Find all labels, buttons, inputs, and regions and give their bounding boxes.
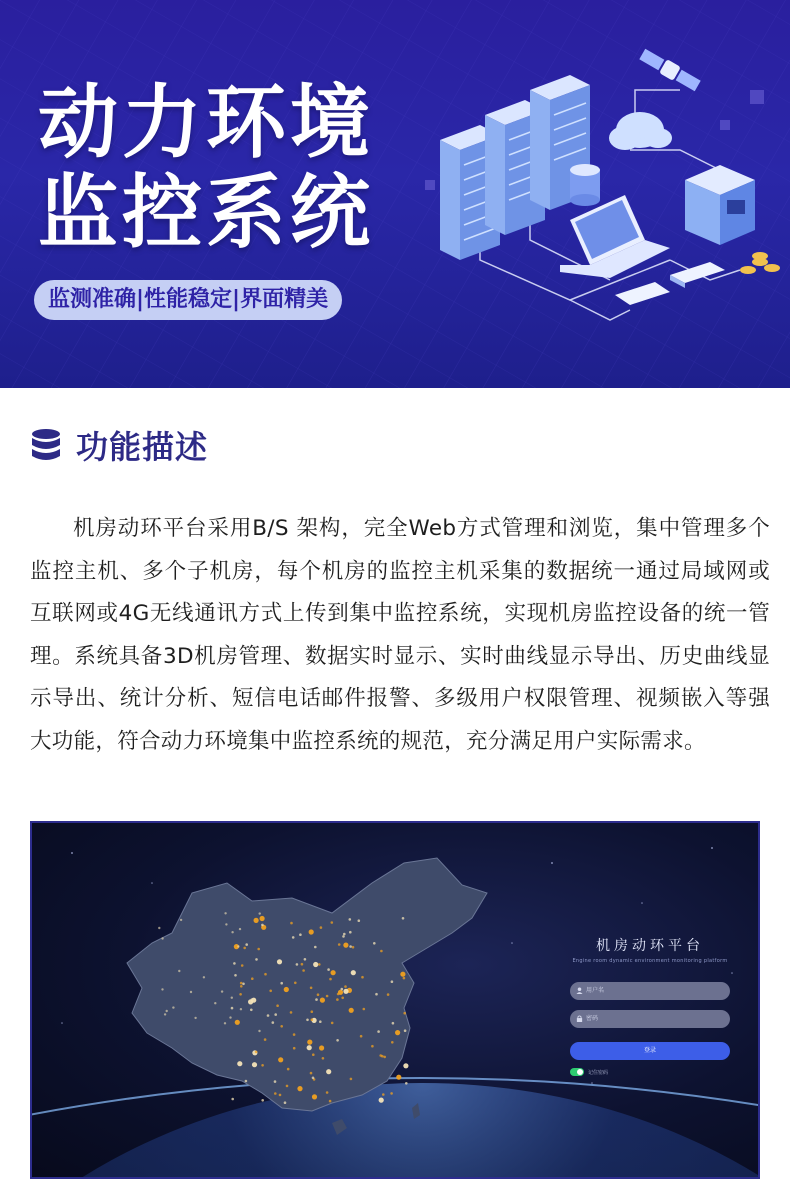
map-site-dot bbox=[264, 1038, 267, 1041]
map-site-dot bbox=[231, 1098, 234, 1101]
map-site-dot bbox=[350, 1078, 353, 1081]
password-placeholder: 密码 bbox=[586, 1015, 599, 1022]
map-site-dot bbox=[214, 1002, 216, 1004]
map-site-dot bbox=[194, 1017, 196, 1019]
map-site-dot bbox=[336, 1039, 339, 1042]
map-site-dot bbox=[239, 928, 241, 930]
map-site-dot bbox=[245, 1080, 248, 1083]
map-site-dot bbox=[239, 993, 242, 996]
map-site-dot bbox=[387, 993, 390, 996]
map-site-dot bbox=[293, 1047, 296, 1050]
map-site-dot bbox=[255, 958, 258, 961]
map-site-dot bbox=[237, 945, 239, 947]
map-site-dot bbox=[326, 995, 329, 998]
map-site-dot bbox=[403, 977, 406, 980]
map-site-dot bbox=[284, 987, 289, 992]
map-site-dot bbox=[331, 970, 336, 975]
map-site-dot bbox=[352, 946, 355, 949]
map-site-dot bbox=[341, 997, 344, 1000]
map-site-dot bbox=[307, 1045, 312, 1050]
map-site-dot bbox=[307, 1040, 312, 1045]
map-site-dot bbox=[290, 922, 293, 925]
map-site-dot bbox=[309, 929, 314, 934]
user-icon bbox=[576, 987, 583, 994]
map-site-dot bbox=[290, 1011, 293, 1014]
map-site-dot bbox=[329, 978, 332, 981]
map-site-dot bbox=[277, 959, 282, 964]
map-site-dot bbox=[304, 958, 307, 961]
map-site-dot bbox=[306, 1019, 309, 1022]
map-site-dot bbox=[395, 1030, 400, 1035]
cloud-icon bbox=[609, 112, 672, 150]
map-site-dot bbox=[278, 1057, 283, 1062]
map-site-dot bbox=[224, 912, 226, 914]
map-site-dot bbox=[269, 990, 272, 993]
map-site-dot bbox=[351, 970, 356, 975]
map-site-dot bbox=[274, 1080, 277, 1083]
map-site-dot bbox=[284, 1101, 287, 1104]
map-site-dot bbox=[382, 1093, 385, 1096]
map-site-dot bbox=[299, 933, 302, 936]
map-site-dot bbox=[178, 970, 180, 972]
map-site-dot bbox=[272, 1021, 275, 1024]
map-site-dot bbox=[326, 1069, 331, 1074]
map-site-dot bbox=[331, 921, 334, 924]
platform-login-screenshot bbox=[30, 821, 760, 1179]
map-site-dot bbox=[261, 1064, 264, 1067]
login-panel bbox=[570, 935, 730, 1076]
map-site-dot bbox=[231, 931, 233, 933]
map-site-dot bbox=[380, 950, 383, 953]
map-site-dot bbox=[267, 1014, 270, 1017]
database-icon bbox=[30, 428, 62, 462]
map-site-dot bbox=[161, 988, 163, 990]
map-site-dot bbox=[240, 1008, 242, 1010]
map-site-dot bbox=[235, 1020, 240, 1025]
laptop-icon bbox=[560, 195, 670, 278]
map-site-dot bbox=[391, 980, 394, 983]
map-site-dot bbox=[158, 927, 160, 929]
lock-icon bbox=[576, 1015, 583, 1022]
map-site-dot bbox=[373, 942, 376, 945]
map-site-dot bbox=[403, 1012, 406, 1015]
map-site-dot bbox=[190, 991, 192, 993]
map-site-dot bbox=[404, 1029, 407, 1032]
map-site-dot bbox=[252, 1062, 257, 1067]
map-site-dot bbox=[287, 1068, 290, 1071]
map-site-dot bbox=[172, 1006, 174, 1008]
map-site-dot bbox=[342, 935, 345, 938]
map-site-dot bbox=[338, 943, 341, 946]
map-site-dot bbox=[231, 1007, 234, 1010]
map-site-dot bbox=[349, 918, 352, 921]
map-site-dot bbox=[379, 1098, 384, 1103]
map-site-dot bbox=[251, 998, 253, 1000]
map-site-dot bbox=[254, 918, 259, 923]
map-site-dot bbox=[396, 1075, 401, 1080]
map-site-dot bbox=[403, 1063, 408, 1068]
map-site-dot bbox=[233, 962, 236, 965]
login-title: 机房动环平台 bbox=[596, 938, 704, 954]
map-site-dot bbox=[261, 924, 264, 927]
map-site-dot bbox=[234, 974, 237, 977]
hero-tagline: 监测准确|性能稳定|界面精美 bbox=[34, 280, 342, 320]
map-site-dot bbox=[286, 1085, 289, 1088]
map-site-dot bbox=[405, 1082, 408, 1085]
coins-icon bbox=[740, 252, 780, 274]
map-site-dot bbox=[383, 1056, 386, 1059]
map-site-dot bbox=[241, 964, 244, 967]
map-site-dot bbox=[297, 1086, 302, 1091]
password-input[interactable] bbox=[570, 1010, 730, 1028]
map-site-dot bbox=[349, 1008, 354, 1013]
map-site-dot bbox=[319, 1020, 322, 1023]
map-site-dot bbox=[327, 968, 330, 971]
map-site-dot bbox=[349, 945, 352, 948]
database-cylinder-icon bbox=[570, 164, 600, 206]
map-site-dot bbox=[279, 1094, 282, 1097]
map-site-dot bbox=[274, 1013, 277, 1016]
map-site-dot bbox=[221, 990, 223, 992]
map-site-dot bbox=[317, 993, 320, 996]
map-site-dot bbox=[164, 1013, 166, 1015]
hero-title-line2: 监控系统 bbox=[38, 166, 374, 259]
map-site-dot bbox=[237, 1061, 242, 1066]
map-site-dot bbox=[302, 969, 305, 972]
map-site-dot bbox=[258, 1030, 260, 1032]
username-input[interactable] bbox=[570, 982, 730, 1000]
remember-label: 记住密码 bbox=[588, 1069, 609, 1076]
section-title: 功能描述 bbox=[76, 428, 209, 466]
map-site-dot bbox=[371, 1045, 374, 1048]
map-site-dot bbox=[314, 946, 317, 949]
map-site-dot bbox=[261, 1099, 264, 1102]
map-site-dot bbox=[341, 988, 344, 991]
map-site-dot bbox=[224, 1022, 226, 1024]
map-site-dot bbox=[242, 983, 245, 986]
map-site-dot bbox=[377, 1030, 380, 1033]
map-site-dot bbox=[292, 936, 295, 939]
map-site-dot bbox=[318, 963, 321, 966]
map-site-dot bbox=[344, 985, 347, 988]
map-site-dot bbox=[274, 1092, 277, 1095]
map-site-dot bbox=[329, 1100, 332, 1103]
map-site-dot bbox=[331, 1022, 334, 1025]
map-site-dot bbox=[312, 1077, 315, 1080]
map-site-dot bbox=[358, 919, 361, 922]
description-text: 机房动环平台采用B/S 架构，完全Web方式管理和浏览，集中管理多个监控主机、多个子机房，每个机房的监控主机采集的数据统一通过局域网或互联网或4G无线通讯方式上传到集中监控系统，实现机房监控设备的统一管理。系统具备3D机房管理、数据实时显示、实时曲线显示导出、历史曲线显示导出、统计分析、短信电话邮件报警、多级用户权限管理、视频嵌入等强大功能，符合动力环境集中监控系统的规范，充分满足用户实际需求。 bbox=[30, 516, 770, 754]
map-site-dot bbox=[381, 1055, 384, 1058]
map-site-dot bbox=[259, 912, 261, 914]
map-site-dot bbox=[280, 1025, 283, 1028]
satellite-icon bbox=[639, 49, 700, 91]
router-icon bbox=[670, 262, 725, 288]
remember-password[interactable] bbox=[570, 1068, 730, 1076]
map-site-dot bbox=[310, 1072, 313, 1075]
map-site-dot bbox=[315, 998, 318, 1001]
login-button[interactable]: 登录 bbox=[570, 1042, 730, 1060]
map-site-dot bbox=[349, 931, 352, 934]
map-site-dot bbox=[319, 1045, 324, 1050]
hero-title-line1: 动力环境 bbox=[38, 76, 374, 169]
map-site-dot bbox=[276, 1004, 279, 1007]
map-site-dot bbox=[326, 1091, 329, 1094]
map-site-dot bbox=[166, 1010, 168, 1012]
remember-toggle[interactable] bbox=[570, 1068, 584, 1076]
map-site-dot bbox=[225, 923, 227, 925]
hero-banner bbox=[0, 0, 790, 388]
datacenter-illustration bbox=[420, 30, 790, 360]
map-site-dot bbox=[338, 990, 343, 995]
map-site-dot bbox=[310, 987, 313, 990]
map-site-dot bbox=[313, 962, 318, 967]
map-site-dot bbox=[231, 997, 233, 999]
map-site-dot bbox=[180, 919, 182, 921]
map-site-dot bbox=[375, 993, 378, 996]
map-site-dot bbox=[336, 998, 339, 1001]
map-site-dot bbox=[264, 973, 267, 976]
map-site-dot bbox=[343, 989, 348, 994]
map-site-dot bbox=[400, 972, 405, 977]
section-heading bbox=[30, 420, 208, 470]
tablet-icon bbox=[615, 282, 670, 305]
map-site-dot bbox=[161, 937, 163, 939]
map-site-dot bbox=[322, 1057, 325, 1060]
login-subtitle: Engine room dynamic environment monitoring platform bbox=[572, 958, 728, 964]
map-site-dot bbox=[320, 926, 323, 929]
china-map-shape bbox=[127, 858, 487, 1111]
map-site-dot bbox=[301, 963, 304, 966]
map-site-dot bbox=[312, 1094, 317, 1099]
map-site-dot bbox=[240, 982, 243, 985]
map-site-dot bbox=[293, 1033, 296, 1036]
map-site-dot bbox=[361, 976, 364, 979]
map-site-dot bbox=[243, 947, 246, 950]
map-site-dot bbox=[320, 998, 325, 1003]
map-site-dot bbox=[250, 1009, 253, 1012]
map-site-dot bbox=[402, 917, 405, 920]
map-site-dot bbox=[391, 1041, 394, 1044]
map-site-dot bbox=[280, 982, 283, 985]
map-site-dot bbox=[294, 982, 297, 985]
map-site-dot bbox=[229, 1016, 231, 1018]
monitoring-device-icon bbox=[685, 165, 755, 245]
map-site-dot bbox=[360, 1035, 363, 1038]
map-site-dot bbox=[257, 948, 260, 951]
map-site-dot bbox=[311, 1018, 314, 1021]
map-site-dot bbox=[363, 1008, 366, 1011]
map-site-dot bbox=[343, 933, 346, 936]
map-site-dot bbox=[343, 943, 348, 948]
map-site-dot bbox=[392, 1022, 395, 1025]
map-site-dot bbox=[251, 977, 254, 980]
map-site-dot bbox=[312, 1053, 315, 1056]
map-site-dot bbox=[311, 1010, 314, 1013]
map-site-dot bbox=[245, 943, 248, 946]
map-site-dot bbox=[255, 1051, 258, 1054]
username-placeholder: 用户名 bbox=[586, 987, 605, 994]
map-site-dot bbox=[390, 1092, 393, 1095]
map-site-dot bbox=[260, 916, 265, 921]
map-site-dot bbox=[296, 963, 299, 966]
map-site-dot bbox=[203, 976, 205, 978]
map-site-dot bbox=[240, 985, 243, 988]
